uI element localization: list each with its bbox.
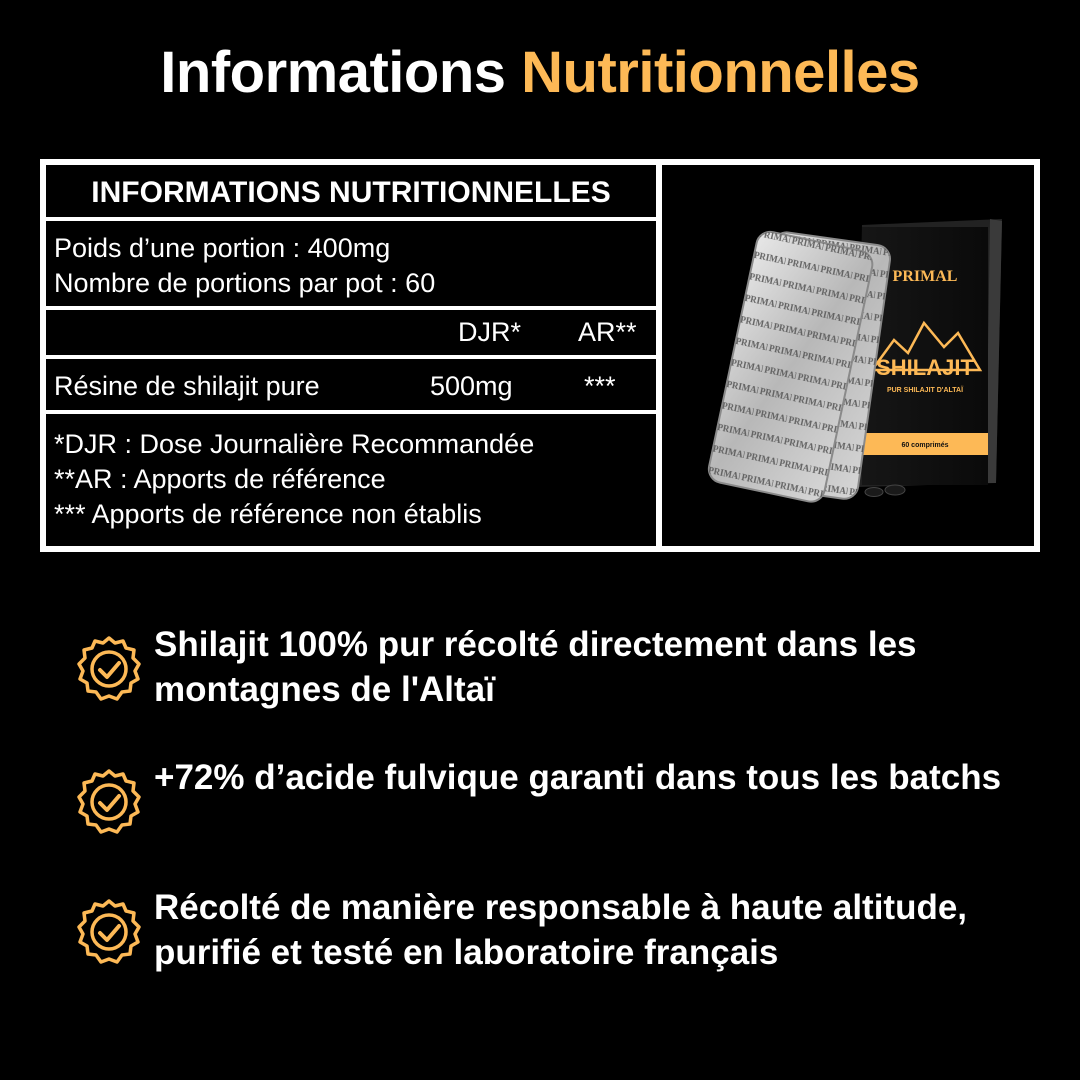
footnote: *** Apports de référence non établis xyxy=(54,499,482,529)
product-illustration xyxy=(662,165,1034,546)
row-djr: 500mg xyxy=(430,371,513,401)
benefit-text: Shilajit 100% pur récolté directement dans les montagnes de l'Altaï xyxy=(154,625,917,709)
table-rule xyxy=(46,355,656,359)
title-part-1: Informations xyxy=(160,40,506,105)
nutrition-panel xyxy=(40,159,1040,552)
product-name: SHILAJIT xyxy=(876,355,974,380)
benefit-text: +72% d’acide fulvique garanti dans tous les batchs xyxy=(154,758,1002,797)
tablets xyxy=(865,485,905,497)
footnotes xyxy=(54,427,534,532)
row-ar: *** xyxy=(584,371,616,401)
column-header-ar: AR** xyxy=(578,317,637,347)
serving-weight: Poids d’une portion : 400mg xyxy=(54,233,391,263)
title-part-2: Nutritionnelles xyxy=(521,40,920,105)
column-headers xyxy=(46,313,656,353)
product-brand: PRIMAL xyxy=(892,268,958,285)
column-header-djr: DJR* xyxy=(458,317,522,347)
table-rule xyxy=(46,410,656,414)
table-row xyxy=(46,365,656,407)
footnote: *DJR : Dose Journalière Recommandée xyxy=(54,429,535,459)
product-image xyxy=(662,165,1034,546)
servings-per-pot: Nombre de portions par pot : 60 xyxy=(54,268,436,298)
table-rule xyxy=(46,217,656,221)
row-name: Résine de shilajit pure xyxy=(54,371,320,401)
check-badge-icon xyxy=(76,899,142,965)
check-badge-icon xyxy=(76,636,142,702)
footnote: **AR : Apports de référence xyxy=(54,464,386,494)
check-badge-icon xyxy=(76,769,142,835)
table-title: INFORMATIONS NUTRITIONNELLES xyxy=(91,176,611,209)
benefit-text: Récolté de manière responsable à haute altitude, purifié et testé en laboratoire français xyxy=(154,888,968,972)
serving-info xyxy=(54,231,435,301)
page-title xyxy=(0,38,1080,108)
product-tagline: PUR SHILAJIT D'ALTAÏ xyxy=(886,387,964,394)
product-count: 60 comprimés xyxy=(901,442,949,449)
table-rule xyxy=(46,306,656,310)
